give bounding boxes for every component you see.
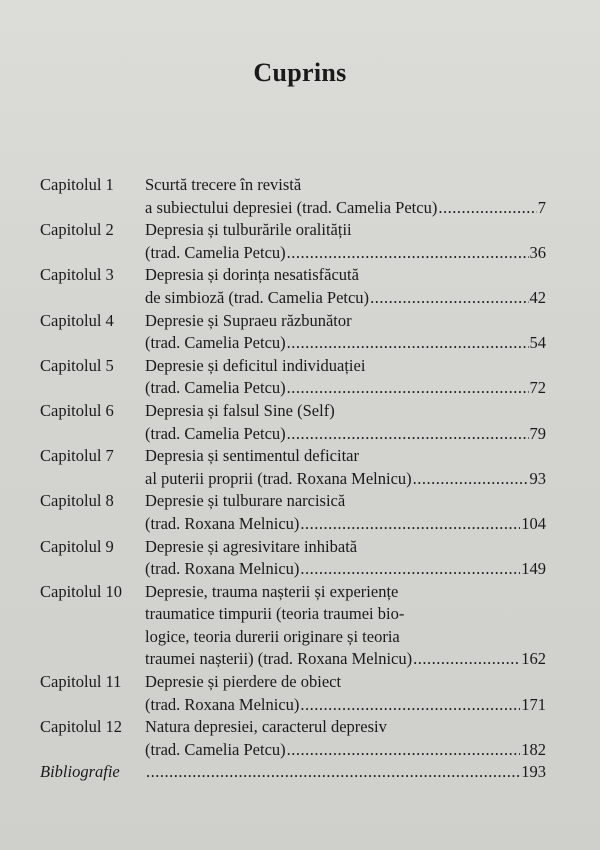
page-number: 193 [521, 762, 546, 782]
chapter-title-text: Depresie și deficitul individuației [145, 355, 366, 375]
chapter-title-line [145, 536, 546, 559]
toc-entry [40, 671, 546, 716]
chapter-title-line [145, 671, 546, 694]
page-number: 162 [521, 649, 546, 669]
chapter-title-line [145, 558, 546, 581]
chapter-title-line [145, 287, 546, 310]
chapter-title [145, 671, 546, 716]
chapter-label: Capitolul 1 [40, 175, 114, 194]
chapter-title [145, 716, 546, 761]
page-number: 72 [529, 378, 546, 398]
chapter-title [145, 490, 546, 535]
chapter-title [145, 581, 546, 671]
chapter-title-line [145, 581, 546, 604]
chapter-title [145, 400, 546, 445]
chapter-title-text: al puterii proprii (trad. Roxana Melnicu) [145, 468, 412, 488]
toc-entry [40, 355, 546, 400]
chapter-title-line [145, 219, 546, 242]
chapter-title-text: (trad. Roxana Melnicu) [145, 559, 300, 579]
toc-entry [40, 761, 546, 784]
chapter-title [145, 264, 546, 309]
chapter-title-line [145, 468, 546, 491]
page-title: Cuprins [253, 58, 347, 87]
chapter-label: Capitolul 11 [40, 672, 122, 692]
chapter-title [145, 761, 546, 784]
chapter-title-line [145, 716, 546, 739]
dot-leader [370, 287, 528, 310]
chapter-title-text: Natura depresiei, caracterul depresiv [145, 717, 387, 737]
dot-leader [300, 513, 520, 536]
chapter-title-line [145, 355, 546, 378]
chapter-title [145, 536, 546, 581]
chapter-label: Bibliografie [40, 762, 120, 782]
chapter-title-text: (trad. Camelia Petcu) [145, 739, 286, 759]
chapter-title-line [145, 694, 546, 717]
page-number: 171 [521, 694, 546, 714]
chapter-label: Capitolul 8 [40, 491, 114, 511]
dot-leader [413, 468, 529, 491]
chapter-title-text: (trad. Camelia Petcu) [145, 423, 286, 443]
chapter-label: Capitolul 7 [40, 446, 114, 466]
chapter-title-text: Scurtă trecere în revistă [145, 175, 302, 194]
chapter-title-text: Depresia și sentimentul deficitar [145, 446, 359, 466]
chapter-label: Capitolul 4 [40, 310, 114, 330]
chapter-title-text: traumatice timpurii (teoria traumei bio- [145, 604, 405, 624]
toc-entry [40, 264, 546, 309]
chapter-title-line [145, 423, 546, 446]
toc-entry [40, 310, 546, 355]
chapter-label: Capitolul 5 [40, 355, 114, 375]
toc-entry [40, 445, 546, 490]
chapter-label: Capitolul 12 [40, 717, 123, 737]
chapter-title-text: traumei nașterii) (trad. Roxana Melnicu) [145, 649, 413, 669]
chapter-title-line [145, 445, 546, 468]
toc-entry [40, 536, 546, 581]
chapter-title-text: Depresie și tulburare narcisică [145, 491, 346, 511]
dot-leader [287, 242, 529, 265]
toc-entry [40, 716, 546, 761]
chapter-title-line [145, 174, 546, 197]
chapter-title-text: Depresia și tulburările oralității [145, 220, 352, 240]
table-of-contents [40, 174, 546, 784]
toc-entry [40, 490, 546, 535]
chapter-title-line [145, 310, 546, 333]
chapter-label: Capitolul 10 [40, 581, 123, 601]
chapter-title-text: Depresie și pierdere de obiect [145, 672, 342, 692]
dot-leader [287, 332, 529, 355]
chapter-title-text: Depresie și Supraeu răzbunător [145, 310, 352, 330]
page-number: 42 [529, 287, 546, 307]
chapter-title [145, 310, 546, 355]
chapter-title-text: (trad. Roxana Melnicu) [145, 694, 300, 714]
page-number: 104 [521, 513, 546, 533]
chapter-title [145, 219, 546, 264]
toc-entry [40, 174, 546, 219]
chapter-title-text: (trad. Roxana Melnicu) [145, 513, 300, 533]
chapter-label: Capitolul 9 [40, 536, 114, 556]
toc-entry [40, 581, 546, 671]
dot-leader [300, 558, 520, 581]
chapter-title [145, 355, 546, 400]
chapter-title-line [145, 603, 546, 626]
chapter-title-line [145, 400, 546, 423]
page-number: 93 [529, 468, 546, 488]
toc-entry [40, 400, 546, 445]
chapter-title-text: Depresie și agresivitare inhibată [145, 536, 358, 556]
chapter-title-line [145, 739, 546, 762]
chapter-title-text: Depresie, trauma nașterii și experiențe [145, 581, 399, 601]
chapter-title-text: logice, teoria durerii originare și teoria [145, 626, 400, 646]
chapter-title-line [145, 332, 546, 355]
dot-leader [146, 761, 520, 784]
chapter-title-line [145, 242, 546, 265]
chapter-title-line [145, 264, 546, 287]
dot-leader [287, 739, 521, 762]
chapter-title-text: (trad. Camelia Petcu) [145, 378, 286, 398]
page-number: 54 [529, 333, 546, 353]
page-number: 79 [529, 423, 546, 443]
chapter-title-text: Depresia și falsul Sine (Self) [145, 400, 335, 420]
chapter-title-line [145, 761, 546, 784]
chapter-title-line [145, 377, 546, 400]
chapter-title-text: Depresia și dorința nesatisfăcută [145, 265, 359, 285]
chapter-title [145, 174, 546, 219]
dot-leader [300, 694, 520, 717]
chapter-title-line [145, 197, 546, 220]
chapter-title-line [145, 626, 546, 649]
dot-leader [413, 648, 520, 671]
chapter-label: Capitolul 2 [40, 220, 114, 240]
page-number: 36 [529, 242, 546, 262]
dot-leader [438, 197, 536, 220]
chapter-title-text: (trad. Camelia Petcu) [145, 242, 286, 262]
page-number: 7 [537, 197, 546, 217]
chapter-label: Capitolul 6 [40, 400, 114, 420]
chapter-title-line [145, 648, 546, 671]
page-number: 182 [521, 739, 546, 759]
toc-entry [40, 219, 546, 264]
chapter-label: Capitolul 3 [40, 265, 114, 285]
chapter-title-line [145, 513, 546, 536]
chapter-title-text: (trad. Camelia Petcu) [145, 333, 286, 353]
dot-leader [287, 377, 529, 400]
chapter-title-text: de simbioză (trad. Camelia Petcu) [145, 287, 370, 307]
chapter-title-line [145, 490, 546, 513]
chapter-title [145, 445, 546, 490]
dot-leader [287, 423, 529, 446]
chapter-title-text: a subiectului depresiei (trad. Camelia Petcu) [145, 197, 438, 217]
page-number: 149 [521, 559, 546, 579]
